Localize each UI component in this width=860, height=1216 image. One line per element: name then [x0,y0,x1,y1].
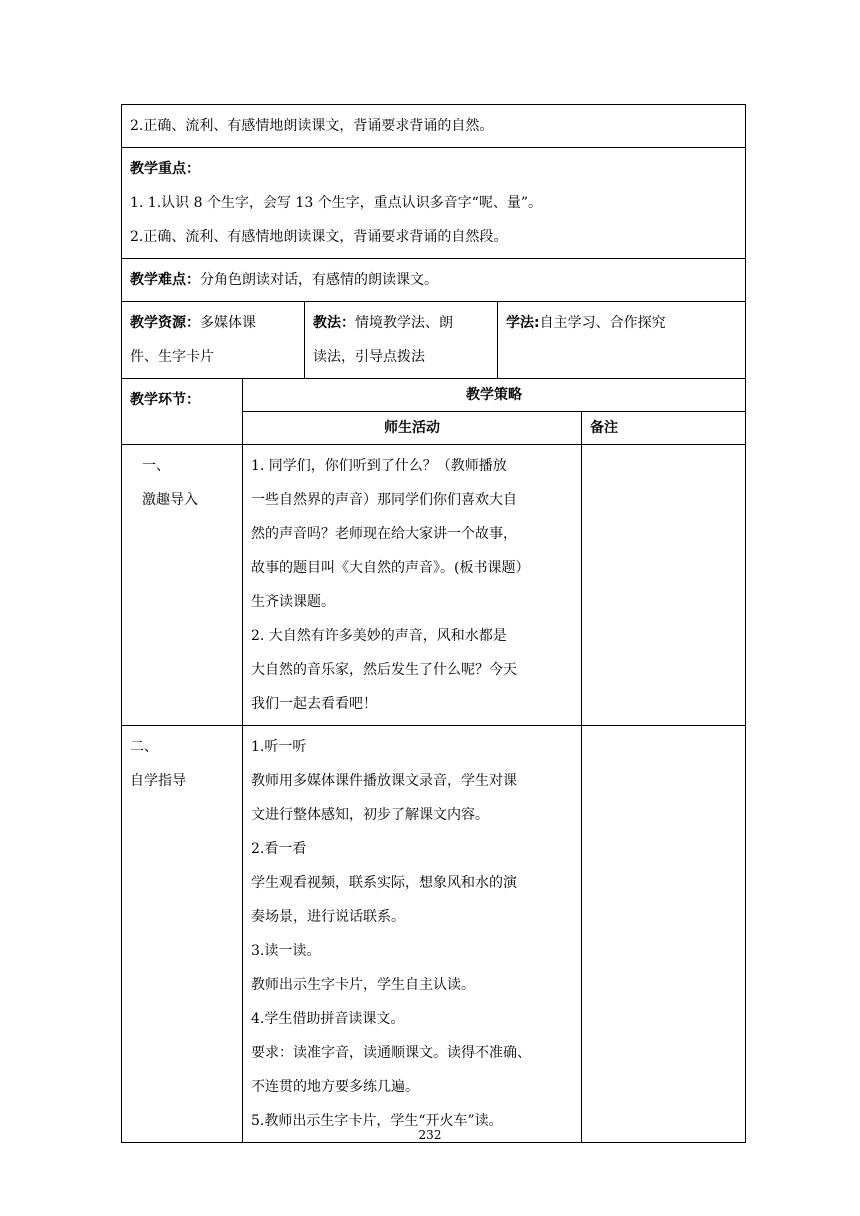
section-number: 二、 [130,739,158,755]
section-title: 自学指导 [130,773,186,789]
method-text-2: 读法，引导点拨法 [313,349,425,365]
resources-text-1: 多媒体课 [200,315,256,331]
goal-cell [122,105,746,148]
resources-label: 教学资源： [130,315,200,331]
study-cell [498,302,746,379]
study-text: 自主学习、合作探究 [539,315,666,331]
section-stage-cell [122,445,243,726]
resources-row [122,302,746,379]
activity-header: 师生活动 [243,412,582,445]
activity-line: 不连贯的地方要多练几遍。 [251,1079,419,1095]
key-points-row [122,148,746,259]
activity-line: 要求：读准字音，读通顺课文。读得不准确、 [251,1045,531,1061]
activity-line: 教师用多媒体课件播放课文录音，学生对课 [251,773,517,789]
section-notes-cell [582,726,746,1143]
difficulty-text: 分角色朗读对话，有感情的朗读课文。 [200,272,438,288]
method-cell [305,302,498,379]
key-points-label: 教学重点： [130,161,200,177]
activity-line: 2. 大自然有许多美妙的声音，风和水都是 [251,628,507,644]
difficulty-cell [122,259,746,302]
difficulty-row [122,259,746,302]
lesson-plan-table [121,104,746,1143]
activity-line: 5.教师出示生字卡片，学生“开火车”读。 [251,1113,503,1129]
resources-cell [122,302,305,379]
method-text-1: 情境教学法、朗 [355,315,453,331]
strategy-header: 教学策略 [243,379,746,412]
key-points-cell [122,148,746,259]
section-stage-cell [122,726,243,1143]
key-point-item: 1. 1.认识 8 个生字，会写 13 个生字，重点认识多音字“呢、量”。 [130,195,543,211]
activity-line: 奏场景，进行说话联系。 [251,909,405,925]
activity-line: 2.看一看 [251,841,307,857]
activity-line: 1. 同学们，你们听到了什么？（教师播放 [251,458,507,474]
activity-line: 然的声音吗？老师现在给大家讲一个故事， [251,526,517,542]
stage-header: 教学环节： [122,379,243,445]
activity-line: 学生观看视频，联系实际，想象风和水的演 [251,875,517,891]
page-number: 232 [418,1128,442,1142]
section-title: 激趣导入 [142,492,198,508]
activity-line: 故事的题目叫《大自然的声音》。(板书课题） [251,560,530,576]
activity-line: 我们一起去看看吧！ [251,696,377,712]
section-row-1 [122,445,746,726]
activity-line: 1.听一听 [251,739,307,755]
notes-header: 备注 [582,412,746,445]
activity-line: 3.读一读。 [251,943,321,959]
activity-line: 一些自然界的声音）那同学们你们喜欢大自 [251,492,517,508]
study-label: 学法: [506,315,540,331]
section-number: 一、 [142,458,170,474]
key-point-item: 2.正确、流利、有感情地朗读课文，背诵要求背诵的自然段。 [130,229,508,245]
section-row-2 [122,726,746,1143]
goal-row [122,105,746,148]
activity-line: 大自然的音乐家，然后发生了什么呢？今天 [251,662,517,678]
resources-text-2: 件、生字卡片 [130,349,214,365]
section-activity-cell [243,445,582,726]
method-label: 教法： [313,315,355,331]
goal-text: 2.正确、流利、有感情地朗读课文，背诵要求背诵的自然。 [130,118,494,134]
activity-line: 教师出示生字卡片，学生自主认读。 [251,977,475,993]
activity-line: 文进行整体感知，初步了解课文内容。 [251,807,489,823]
activity-line: 4.学生借助拼音读课文。 [251,1011,405,1027]
section-notes-cell [582,445,746,726]
stage-header-row [122,379,746,412]
difficulty-label: 教学难点： [130,272,200,288]
section-activity-cell [243,726,582,1143]
activity-line: 生齐读课题。 [251,594,335,610]
